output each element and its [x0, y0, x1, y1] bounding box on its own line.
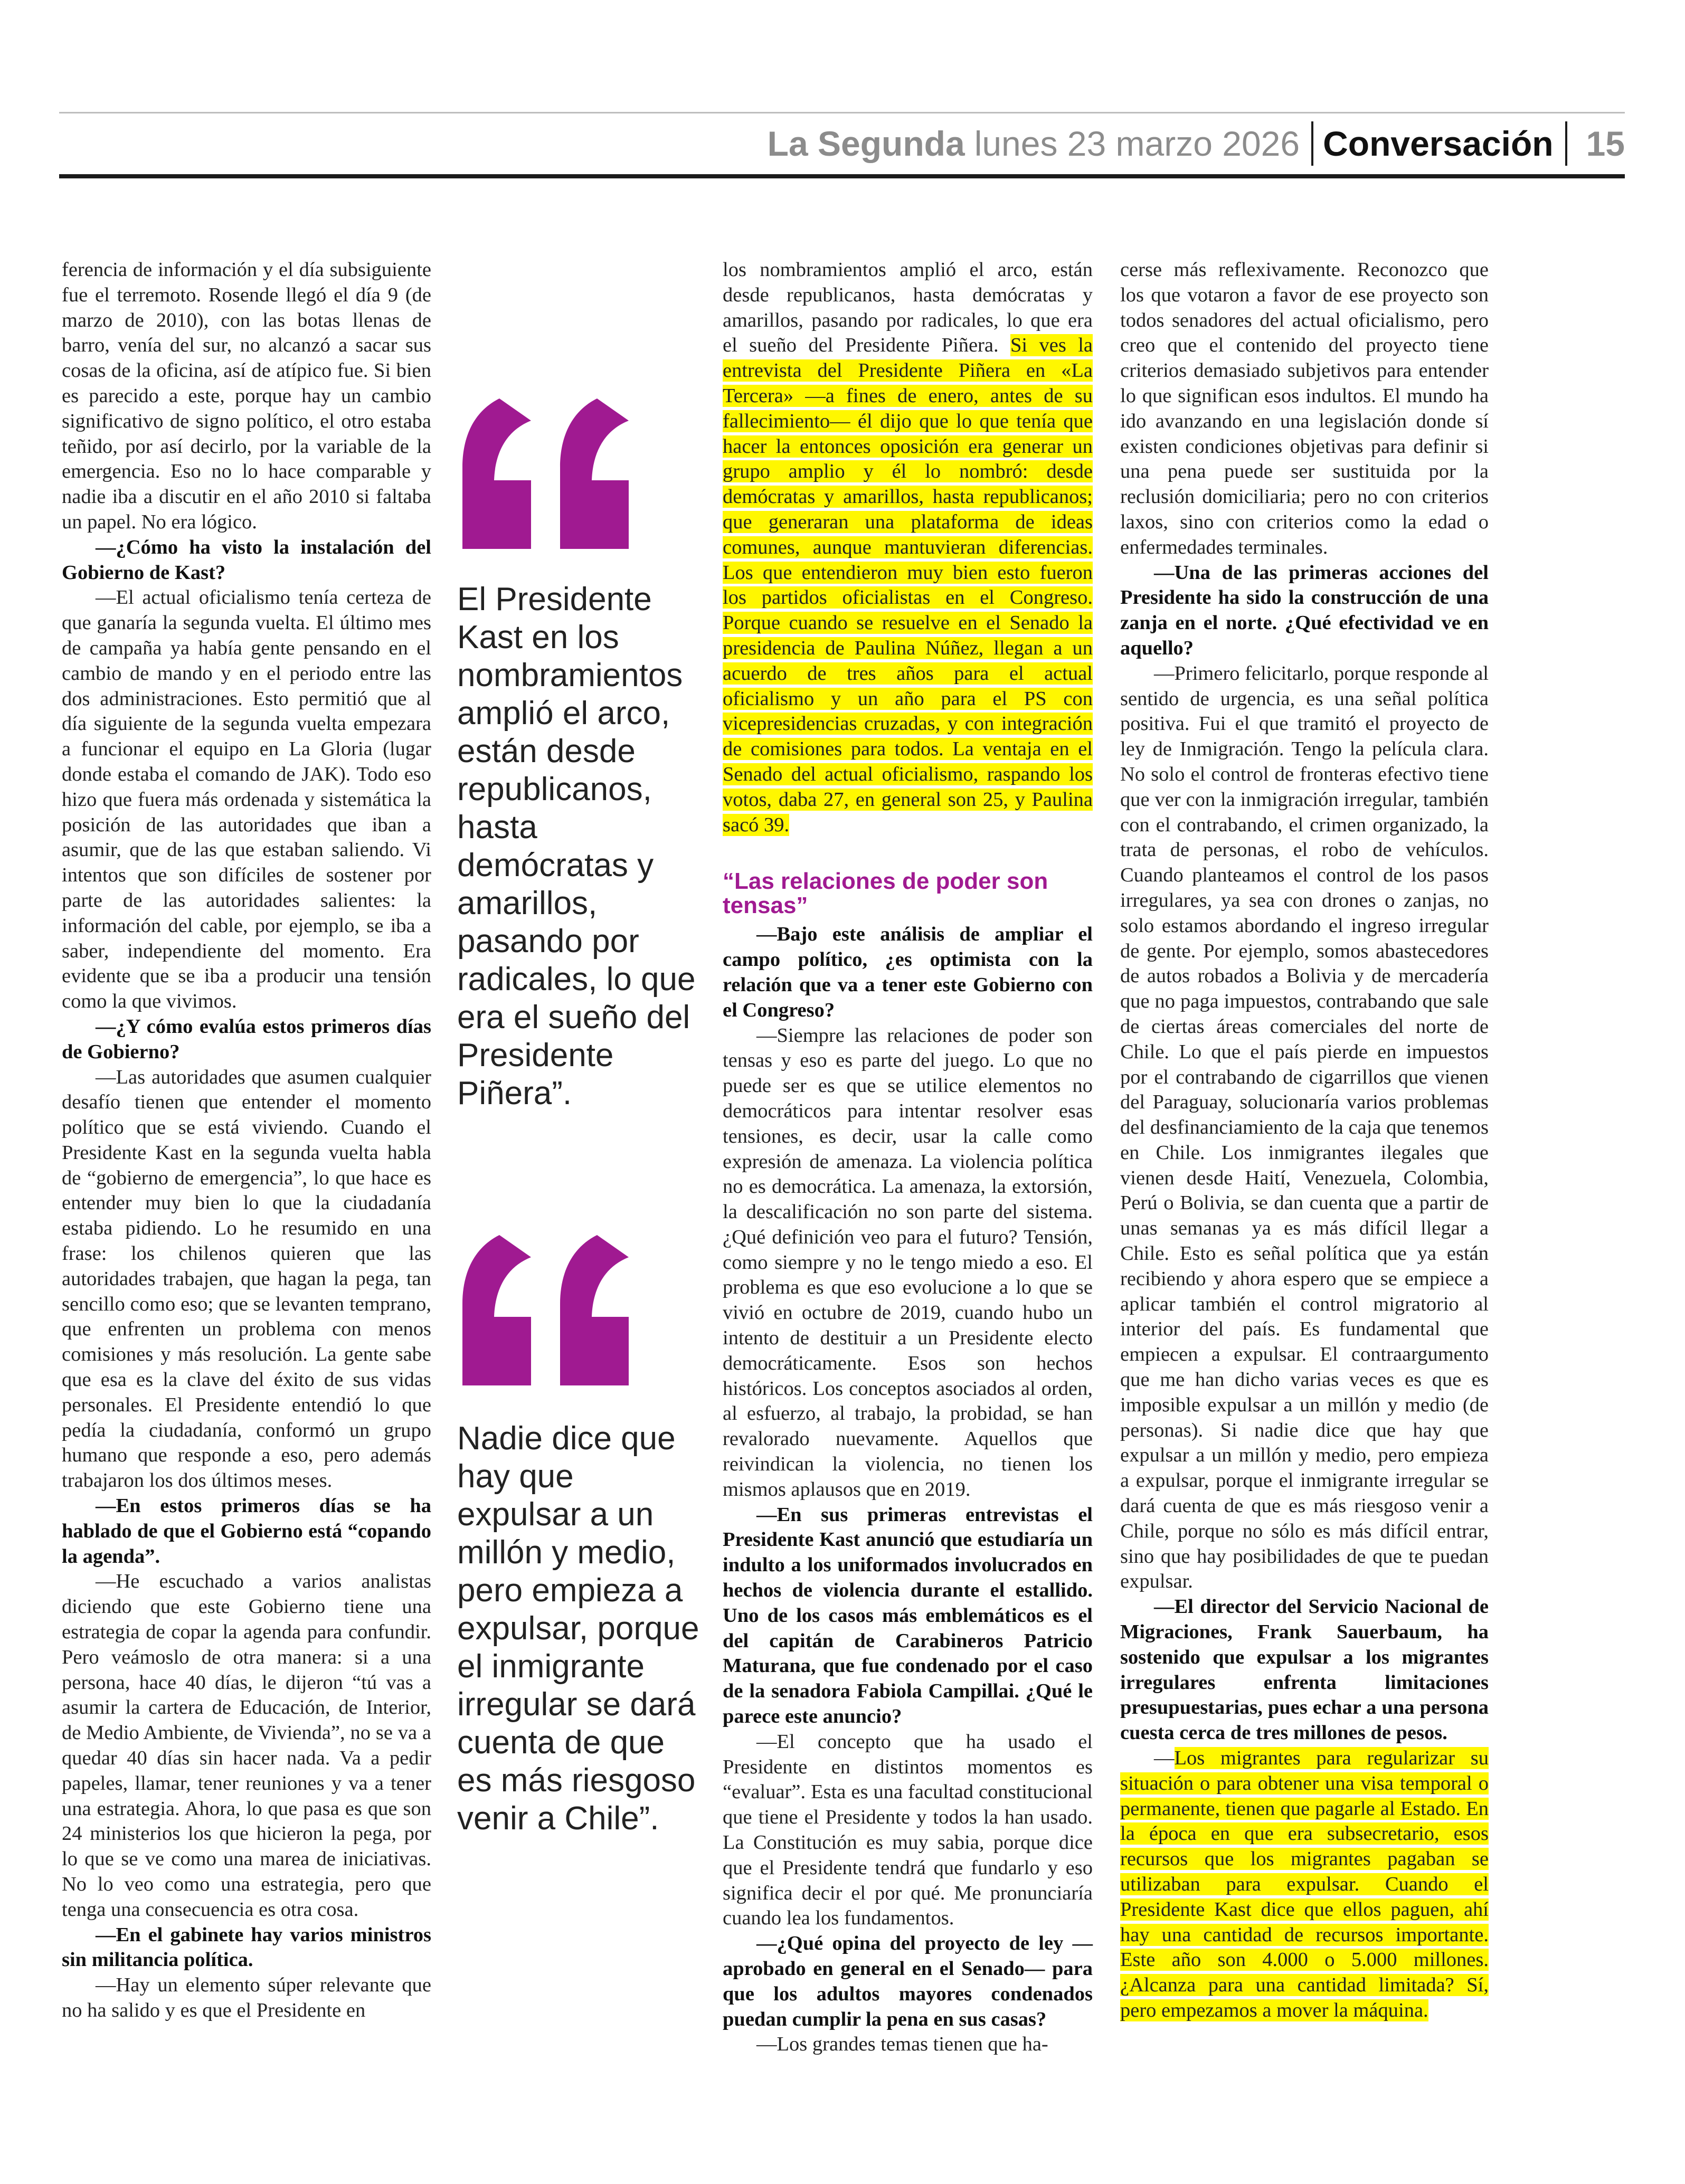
- quotation-mark-icon: [457, 388, 637, 562]
- interview-question: —¿Cómo ha visto la instalación del Gobierno de Kast?: [62, 536, 431, 584]
- interview-answer: —Las autoridades que asumen cualquier desafío tienen que entender el momento político que se está viviendo. Cuando el Presidente Kast en la segunda vuelta habla de “gobierno de emergencia”, lo que hace es entender muy bien lo que la ciudadanía estaba pidiendo. Lo he resumido en una frase: los chilenos quieren que las autoridades trabajen, que hagan la pega, tan sencillo como eso; que se levanten temprano, que enfrenten un problema con menos comisiones y más resolución. La gente sabe que esa es la clave del éxito de sus vidas personales. El Presidente entendió lo que pedía la ciudadanía, conformó un grupo humano que responde a eso, pero además trabajaron los dos últimos meses.: [62, 1066, 431, 1492]
- interview-answer: —Hay un elemento súper relevante que no ha salido y es que el Presidente en: [62, 1974, 431, 2021]
- header-divider: [1565, 121, 1567, 166]
- article-column-1: [62, 258, 431, 2024]
- text-span: —: [1154, 1747, 1175, 1770]
- highlighted-text: Si ves la entrevista del Presidente Piñera en «La Tercera» —a fines de enero, antes de su fallecimiento— él dijo que lo que tenía que hacer la entonces oposición era generar un grupo amplio y él lo nombró: desde demócratas y amarillos, hasta republicanos; que generaran una plataforma de ideas comunes, aunque mantuvieran diferencias. Los que entendieron muy bien esto fueron los partidos oficialistas en el Congreso. Porque cuando se resuelve en el Senado la presidencia de Paulina Núñez, llegan a un acuerdo de tres años para el actual oficialismo y un año para el PS con vicepresidencias cruzadas, y con integración de comisiones para todos. La ventaja en el Senado del actual oficialismo, raspando los votos, daba 27, en general son 25, y Paulina sacó 39.: [723, 334, 1093, 836]
- pull-quote: El Presidente Kast en los nombramientos amplió el arco, están desde republicanos, hasta demócratas y amarillos, pasando por radicales, lo que era el sueño del Presidente Piñera”.: [457, 581, 696, 1112]
- interview-question: —¿Y cómo evalúa estos primeros días de Gobierno?: [62, 1015, 431, 1063]
- interview-answer: —Los grandes temas tienen que ha-: [756, 2033, 1048, 2056]
- interview-question: —En el gabinete hay varios ministros sin militancia política.: [62, 1923, 431, 1971]
- paragraph: cerse más reflexivamente. Reconozco que los que votaron a favor de ese proyecto son todos senadores del actual oficialismo, pero creo que el contenido del proyecto tiene criterios demasiado subjetivos para entender lo que significan esos indultos. El mundo ha ido avanzando en una legislación donde sí existen condiciones objetivas para definir si una pena puede ser sustituida por la reclusión domiciliaria; pero no con criterios laxos, sino con criterios como la edad o enfermedades terminales.: [1120, 259, 1489, 558]
- interview-question: —El director del Servicio Nacional de Migraciones, Frank Sauerbaum, ha sostenido que expulsar a los migrantes irregulares enfrenta limitaciones presupuestarias, pues echar a una persona cuesta cerca de tres millones de pesos.: [1120, 1596, 1489, 1744]
- article-column-4: [1120, 258, 1489, 2024]
- paragraph: [723, 258, 1093, 838]
- paragraph: ferencia de información y el día subsiguiente fue el terremoto. Rosende llegó el día 9 (de marzo de 2010), con las botas llenas de barro, venía del sur, no alcanzó a sacar sus cosas de la oficina, así de atípico fue. Si bien es parecido a este, porque hay un cambio significativo de signo político, el otro estaba teñido, por así decirlo, por la variable de la emergencia. Eso no lo hace comparable y nadie iba a discutir en el año 2010 si faltaba un papel. No era lógico.: [62, 259, 431, 533]
- page-header: [768, 117, 1625, 170]
- section-name: Conversación: [1323, 124, 1554, 163]
- interview-answer: —He escuchado a varios analistas diciendo que este Gobierno tiene una estrategia de copar la agenda para confundir. Pero veámoslo de otra manera: si a una persona, hace 40 días, le dijeron “tú vas a asumir la cartera de Educación, de Interior, de Medio Ambiente, de Vivienda”, no se va a quedar 40 días sin hacer nada. Va a pedir papeles, llamar, tener reuniones y va a tener una estrategia. Ahora, lo que pasa es que son 24 ministerios los que hicieron la pega, por lo que se ve como una marea de iniciativas. No lo veo como una estrategia, pero que tenga una consecuencia es otra cosa.: [62, 1570, 431, 1921]
- interview-question: —Bajo este análisis de ampliar el campo político, ¿es optimista con la relación que va a tener este Gobierno con el Congreso?: [723, 923, 1093, 1021]
- interview-answer: —El actual oficialismo tenía certeza de que ganaría la segunda vuelta. El último mes de campaña ya había gente pensando en el cambio de mando y en el periodo entre las dos administraciones. Esto permitió que al día siguiente de la segunda vuelta empezara a funcionar el equipo en La Gloria (lugar donde estaba el comando de JAK). Todo eso hizo que fuera más ordenada y sistemática la posición de las autoridades que iban a asumir, que de las que estaban saliendo. Vi intentos que son difíciles de sostener por parte de las autoridades salientes: la información del cable, por ejemplo, se iba a saber, independiente del momento. Era evidente que se iba a producir una tensión como la que vivimos.: [62, 586, 431, 1013]
- section-subheading: “Las relaciones de poder son tensas”: [723, 868, 1048, 919]
- interview-question: —Una de las primeras acciones del Presidente ha sido la construcción de una zanja en el norte. ¿Qué efectividad ve en aquello?: [1120, 561, 1489, 659]
- header-divider: [1311, 121, 1313, 166]
- header-top-rule: [59, 112, 1625, 113]
- issue-date: lunes 23 marzo 2026: [974, 124, 1300, 163]
- interview-answer: —Siempre las relaciones de poder son tensas y eso es parte del juego. Lo que no puede ser es que se utilice elementos no democráticos para intentar resolver esas tensiones, es decir, usar la calle como expresión de amenaza. La violencia política no es democrática. La amenaza, la extorsión, la descalificación no son parte del sistema. ¿Qué definición veo para el futuro? Tensión, como siempre y no le tengo miedo a eso. El problema es que eso evolucione a lo que se vivió en octubre de 2019, cuando hubo un intento de destituir a un Presidente electo democráticamente. Esos son hechos históricos. Los conceptos asociados al orden, al esfuerzo, al trabajo, la probidad, se han revalorado nuevamente. Aquellos que reivindican la violencia, no tienen los mismos aplausos que en 2019.: [723, 1024, 1093, 1501]
- article-column-3: [723, 258, 1093, 2057]
- interview-answer: [1120, 1746, 1489, 2024]
- header-bottom-rule: [59, 174, 1625, 178]
- pull-quote: Nadie dice que hay que expulsar a un millón y medio, pero empieza a expulsar, porque el inmigrante irregular se dará cuenta de que es más riesgoso venir a Chile”.: [457, 1420, 699, 1837]
- newspaper-name: La Segunda: [767, 124, 965, 163]
- interview-question: —En sus primeras entrevistas el Presidente Kast anunció que estudiaría un indulto a los uniformados involucrados en hechos de violencia durante el estallido. Uno de los casos más emblemáticos es el del capitán de Carabineros Patricio Maturana, que fue condenado por el caso de la senadora Fabiola Campillai. ¿Qué le parece este anuncio?: [723, 1503, 1093, 1728]
- text-span: los nombramientos amplió el arco, están desde republicanos, hasta demócratas y amarillos, pasando por radicales, lo que era el sueño del Presidente Piñera.: [723, 259, 1093, 357]
- interview-answer: —Primero felicitarlo, porque responde al sentido de urgencia, es una señal política positiva. Fui el que tramitó el proyecto de ley de Inmigración. Tengo la película clara. No solo el control de fronteras efectivo tiene que ver con la inmigración irregular, también con el contrabando, el crimen organizado, la trata de personas, el robo de vehículos. Cuando planteamos el control de los pasos irregulares, ya sea con drones o zanjas, no solo estamos abordando el ingreso irregular de gente. Por ejemplo, somos abastecedores de autos robados a Bolivia y de mercadería que no paga impuestos, contrabando que sale de ciertas áreas comerciales del norte de Chile. Lo que el país pierde en impuestos por el contrabando de cigarrillos que vienen del Paraguay, solucionaría varios problemas del desfinanciamiento de la caja que tenemos en Chile. Los inmigrantes ilegales que vienen desde Haití, Venezuela, Colombia, Perú o Bolivia, se dan cuenta que a partir de unas semanas ya es más difícil llegar a Chile. Esto es señal política que ya están recibiendo y ahora espero que se empiece a aplicar también el control migratorio al interior del país. Es fundamental que empiecen a expulsar. El contraargumento que me han dicho varias veces es que es imposible expulsar a un millón y medio (de personas). Si nadie dice que hay que expulsar a un millón y medio, pero empieza a expulsar, porque el inmigrante irregular se dará cuenta de que es más riesgoso venir a Chile, porque no sólo es más difícil entrar, sino que hay posibilidades de que te puedan expulsar.: [1120, 662, 1489, 1593]
- interview-question: —¿Qué opina del proyecto de ley —aprobado en general en el Senado— para que los adultos mayores condenados puedan cumplir la pena en sus casas?: [723, 1932, 1093, 2030]
- interview-question: —En estos primeros días se ha hablado de que el Gobierno está “copando la agenda”.: [62, 1495, 431, 1568]
- quotation-mark-icon: [457, 1224, 637, 1399]
- page-number: 15: [1586, 124, 1625, 163]
- interview-answer: —El concepto que ha usado el Presidente en distintos momentos es “evaluar”. Esta es una facultad constitucional que tiene el Presidente y todos la han usado. La Constitución es muy sabia, porque dice que el Presidente tendrá que fundarlo y eso significa decir el por qué. Me pronunciaría cuando lea los fundamentos.: [723, 1730, 1093, 1930]
- highlighted-text: Los migrantes para regularizar su situación o para obtener una visa temporal o permanente, tienen que pagarle al Estado. En la época en que era subsecretario, esos recursos que los migrantes pagaban se utilizaban para expulsar. Cuando el Presidente Kast dice que ellos paguen, ahí hay una cantidad de recursos importante. Este año son 4.000 o 5.000 millones. ¿Alcanza para una cantidad limitada? Sí, pero empezamos a mover la máquina.: [1120, 1747, 1489, 2021]
